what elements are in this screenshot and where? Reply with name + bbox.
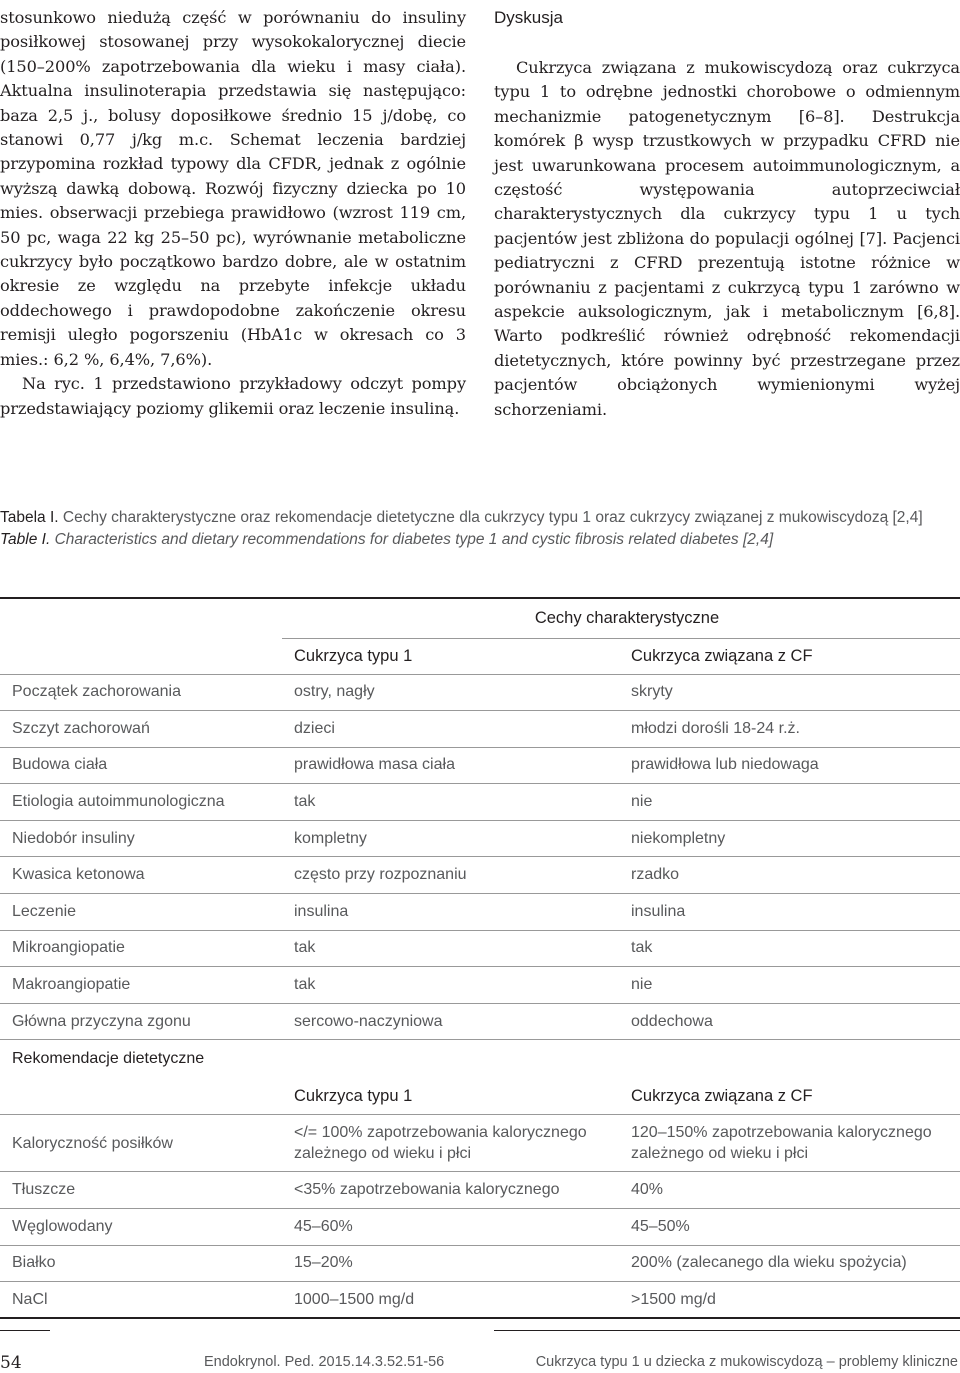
left-body-text [0,6,466,421]
row-value-cf: rzadko [619,857,960,894]
left-paragraph-1: stosunkowo niedużą część w porównaniu do insuliny posiłkowej stosowanej przy wysokokalorycznej diecie (150–200% zapotrzebowania dla wieku i masy ciała). Aktualna insulinoterapia przedstawia się następująco: baza 2,5 j., bolusy doposiłkowe średnio 15 j/dobę, co stanowi 0,77 j/kg m.c. Schemat leczenia bardziej przypomina rozkład typowy dla CFDR, jednak z ogólnie wyższą dawką dobową. Rozwój fizyczny dziecka po 10 mies. obserwacji przebiega prawidłowo (wzrost 119 cm, 50 pc, waga 22 kg 25–50 pc), wyrównanie metaboliczne cukrzycy było początkowo bardzo dobre, ale w ostatnim okresie ze względu na przebyte infekcje układu oddechowego i prawdopodobne zakończenie okresu remisji uległo pogorszeniu (HbA1c w okresach co 3 mies.: 6,2 %, 6,4%, 7,6%). [0,8,466,369]
row-label: Leczenie [0,894,282,931]
column-header-spacer [0,1078,282,1115]
group-header-cell: Cechy charakterystyczne [282,598,960,638]
row-value-type1: 1000–1500 mg/d [282,1282,619,1319]
comparison-table [0,597,960,1319]
table-row [0,1115,960,1172]
caption-english [0,529,960,551]
row-value-type1: 45–60% [282,1209,619,1246]
journal-citation: Endokrynol. Ped. 2015.14.3.52.51-56 [204,1354,445,1370]
row-value-type1: tak [282,784,619,821]
row-label: Początek zachorowania [0,674,282,711]
row-value-cf: >1500 mg/d [619,1282,960,1319]
column-header-type1: Cukrzyca typu 1 [282,1078,619,1115]
table-row [0,930,960,967]
table-row [0,747,960,784]
row-value-type1: sercowo-naczyniowa [282,1003,619,1040]
row-value-cf: 120–150% zapotrzebowania kalorycznego zależnego od wieku i płci [619,1115,960,1172]
section-heading-dyskusja: Dyskusja [494,8,563,27]
row-value-type1: </= 100% zapotrzebowania kalorycznego zależnego od wieku i płci [282,1115,619,1172]
row-value-cf: tak [619,930,960,967]
row-value-cf: 45–50% [619,1209,960,1246]
table-row [0,1172,960,1209]
running-title: Cukrzyca typu 1 u dziecka z mukowiscydozą – problemy kliniczne [535,1354,958,1370]
row-label: Kwasica ketonowa [0,857,282,894]
caption-polish [0,507,960,529]
column-header-type1: Cukrzyca typu 1 [282,638,619,674]
row-label: Etiologia autoimmunologiczna [0,784,282,821]
row-label: NaCl [0,1282,282,1319]
row-label: Niedobór insuliny [0,820,282,857]
column-header-cf: Cukrzyca związana z CF [619,1078,960,1115]
caption-polish-label: Tabela I. [0,509,59,526]
row-value-cf: 40% [619,1172,960,1209]
caption-english-label: Table I. [0,531,51,548]
row-label: Budowa ciała [0,747,282,784]
left-column [0,6,466,421]
table-row [0,967,960,1004]
right-body-text [494,56,960,422]
caption-polish-text: Cechy charakterystyczne oraz rekomendacje dietetyczne dla cukrzycy typu 1 oraz cukrzycy związanej z mukowiscydozą [2,4] [62,509,923,526]
column-header-cf: Cukrzyca związana z CF [619,638,960,674]
row-value-type1: kompletny [282,820,619,857]
table-row [0,711,960,748]
section-header-cell: Rekomendacje dietetyczne [12,1050,205,1068]
row-label: Tłuszcze [0,1172,282,1209]
row-label: Węglowodany [0,1209,282,1246]
column-header-row [0,638,960,674]
right-paragraph-1: Cukrzyca związana z mukowiscydozą oraz cukrzyca typu 1 to odrębne jednostki chorobowe o odmiennym mechanizmie patogenetycznym [6–8]. Destrukcja komórek β wysp trzustkowych w przypadku CFRD nie jest uwarunkowana procesem autoimmunologicznym, a częstość występowania autoprzeciwciał charakterystycznych dla cukrzycy typu 1 u tych pacjentów jest zbliżona do populacji ogólnej [7]. Pacjenci pediatryczni z CFRD prezentują istotne różnice w porównaniu z pacjentami z cukrzycą typu 1 zarówno w aspekcie auksologicznym, jak i metabolicznym [6,8]. Warto podkreślić również odrębność rekomendacji dietetycznych, które powinny być przestrzegane przez pacjentów obciążonych wymienionymi wyżej schorzeniami. [494,58,960,419]
row-value-cf: 200% (zalecanego dla wieku spożycia) [619,1245,960,1282]
left-paragraph-2: Na ryc. 1 przedstawiono przykładowy odczyt pompy przedstawiający poziomy glikemii oraz leczenie insuliną. [0,374,466,418]
row-value-cf: nie [619,967,960,1004]
table-container [0,597,960,1319]
section-header-row [0,1040,960,1078]
group-header-spacer [0,598,282,638]
row-label: Białko [0,1245,282,1282]
row-value-type1: często przy rozpoznaniu [282,857,619,894]
row-value-type1: <35% zapotrzebowania kalorycznego [282,1172,619,1209]
page-number: 54 [0,1353,22,1373]
table-row [0,1245,960,1282]
table-row [0,784,960,821]
table-row [0,1282,960,1319]
row-label: Szczyt zachorowań [0,711,282,748]
row-value-type1: 15–20% [282,1245,619,1282]
row-value-cf: insulina [619,894,960,931]
table-body [0,598,960,1318]
row-label: Mikroangiopatie [0,930,282,967]
right-column [494,6,960,422]
row-value-cf: młodzi dorośli 18-24 r.ż. [619,711,960,748]
table-row [0,820,960,857]
table-row [0,894,960,931]
row-value-type1: tak [282,930,619,967]
row-value-cf: nie [619,784,960,821]
row-label: Główna przyczyna zgonu [0,1003,282,1040]
row-value-cf: skryty [619,674,960,711]
caption-english-text: Characteristics and dietary recommendations for diabetes type 1 and cystic fibrosis related diabetes [2,4] [54,531,774,548]
table-row [0,857,960,894]
row-value-cf: niekompletny [619,820,960,857]
table-row [0,1003,960,1040]
table-row [0,1209,960,1246]
row-label: Kaloryczność posiłków [0,1115,282,1172]
column-header-spacer [0,638,282,674]
row-value-type1: prawidłowa masa ciała [282,747,619,784]
row-value-type1: tak [282,967,619,1004]
row-value-type1: ostry, nagły [282,674,619,711]
row-value-type1: dzieci [282,711,619,748]
row-label: Makroangiopatie [0,967,282,1004]
column-header-row-2 [0,1078,960,1115]
row-value-type1: insulina [282,894,619,931]
footer-rule-right [494,1330,960,1331]
row-value-cf: oddechowa [619,1003,960,1040]
table-caption [0,507,960,551]
footer-rule-left [0,1330,50,1331]
group-header-row [0,598,960,638]
table-row [0,674,960,711]
row-value-cf: prawidłowa lub niedowaga [619,747,960,784]
